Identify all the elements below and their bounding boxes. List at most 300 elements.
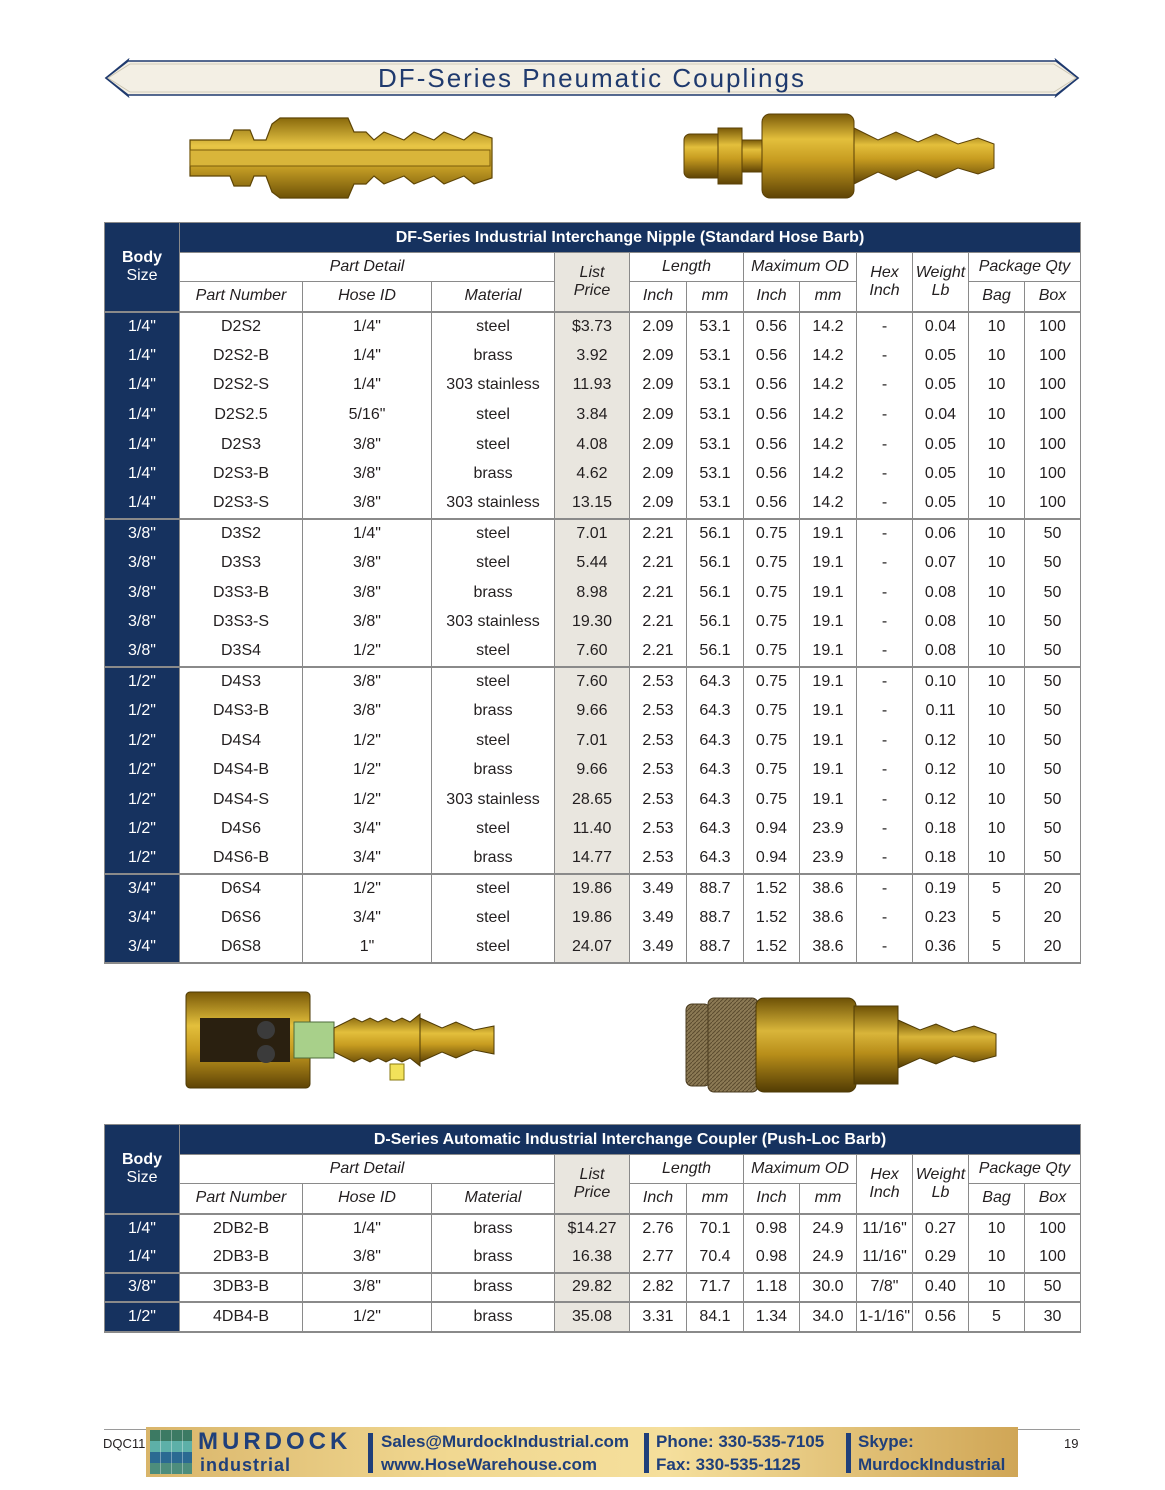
od-inch-cell: 0.75	[744, 637, 800, 667]
hose-id-cell: 3/4"	[303, 903, 432, 933]
weight-cell: 0.08	[913, 607, 969, 637]
length-inch-cell: 2.09	[630, 400, 687, 430]
body-size-cell: 1/2"	[105, 667, 180, 697]
length-header: Length	[630, 1155, 744, 1184]
part-detail-header: Part Detail	[180, 253, 555, 282]
od-inch-cell: 0.56	[744, 341, 800, 371]
body-size-cell: 1/4"	[105, 312, 180, 342]
weight-unit: Lb	[931, 1183, 950, 1201]
table-row	[105, 578, 1081, 608]
length-inch-cell: 2.53	[630, 844, 687, 874]
length-inch-cell: 2.09	[630, 430, 687, 460]
length-mm-cell: 84.1	[687, 1302, 744, 1332]
weight-cell: 0.07	[913, 548, 969, 578]
hex-header	[857, 1155, 913, 1214]
length-mm-cell: 64.3	[687, 696, 744, 726]
body-size-cell: 1/4"	[105, 459, 180, 489]
material-cell: steel	[432, 400, 555, 430]
od-inch-cell: 0.56	[744, 400, 800, 430]
list-price-cell: 7.60	[555, 667, 630, 697]
footer-divider	[644, 1433, 649, 1473]
od-inch-cell: 0.98	[744, 1214, 800, 1244]
box-qty-cell: 50	[1025, 726, 1081, 756]
hex-cell: -	[857, 667, 913, 697]
part-number-cell: D4S4	[180, 726, 303, 756]
part-number-cell: D4S6-B	[180, 844, 303, 874]
list-price-cell: 24.07	[555, 933, 630, 963]
size-label: Size	[126, 266, 158, 284]
part-number-cell: D3S3	[180, 548, 303, 578]
table-row	[105, 815, 1081, 845]
bag-qty-cell: 10	[969, 371, 1025, 401]
hex-cell: -	[857, 548, 913, 578]
hex-cell: -	[857, 489, 913, 519]
list-price-header	[555, 253, 630, 312]
box-qty-cell: 50	[1025, 578, 1081, 608]
od-mm-cell: 24.9	[800, 1214, 857, 1244]
bag-qty-cell: 10	[969, 844, 1025, 874]
bag-qty-cell: 10	[969, 459, 1025, 489]
size-label: Size	[126, 1168, 158, 1186]
od-mm-cell: 34.0	[800, 1302, 857, 1332]
material-cell: brass	[432, 1302, 555, 1332]
table-row	[105, 1302, 1081, 1332]
hose-id-cell: 1/4"	[303, 312, 432, 342]
part-number-header: Part Number	[180, 282, 303, 312]
length-mm-cell: 53.1	[687, 459, 744, 489]
box-qty-cell: 100	[1025, 1243, 1081, 1273]
length-mm-cell: 64.3	[687, 755, 744, 785]
box-qty-cell: 50	[1025, 755, 1081, 785]
material-cell: steel	[432, 726, 555, 756]
murdock-logo-mosaic-icon	[150, 1430, 192, 1474]
weight-cell: 0.04	[913, 400, 969, 430]
od-mm-cell: 19.1	[800, 785, 857, 815]
weight-cell: 0.36	[913, 933, 969, 963]
length-inch-cell: 2.53	[630, 755, 687, 785]
material-cell: steel	[432, 430, 555, 460]
od-mm-cell: 19.1	[800, 755, 857, 785]
part-number-cell: D2S3-B	[180, 459, 303, 489]
list-price-cell: 3.92	[555, 341, 630, 371]
body-label: Body	[122, 1150, 162, 1168]
body-size-cell: 3/8"	[105, 548, 180, 578]
od-mm-cell: 14.2	[800, 400, 857, 430]
hose-id-cell: 1/2"	[303, 1302, 432, 1332]
bag-qty-cell: 10	[969, 755, 1025, 785]
length-mm-cell: 64.3	[687, 785, 744, 815]
od-mm-cell: 23.9	[800, 844, 857, 874]
weight-cell: 0.40	[913, 1273, 969, 1303]
weight-cell: 0.27	[913, 1214, 969, 1244]
hex-cell: -	[857, 696, 913, 726]
box-qty-cell: 100	[1025, 371, 1081, 401]
length-inch-cell: 2.09	[630, 489, 687, 519]
hex-unit: Inch	[869, 281, 900, 299]
table-row	[105, 696, 1081, 726]
max-od-header: Maximum OD	[744, 253, 857, 282]
box-qty-cell: 20	[1025, 874, 1081, 904]
weight-cell: 0.29	[913, 1243, 969, 1273]
box-qty-cell: 50	[1025, 667, 1081, 697]
hex-cell: -	[857, 874, 913, 904]
od-inch-cell: 0.75	[744, 667, 800, 697]
length-inch-cell: 3.49	[630, 933, 687, 963]
od-mm-cell: 14.2	[800, 341, 857, 371]
table-row	[105, 903, 1081, 933]
hex-cell: 11/16"	[857, 1214, 913, 1244]
hose-id-cell: 1/4"	[303, 371, 432, 401]
box-qty-cell: 20	[1025, 903, 1081, 933]
bag-qty-cell: 10	[969, 607, 1025, 637]
body-size-cell: 1/4"	[105, 1214, 180, 1244]
od-mm-cell: 19.1	[800, 637, 857, 667]
list-price-cell: 11.40	[555, 815, 630, 845]
weight-cell: 0.08	[913, 637, 969, 667]
hex-cell: -	[857, 726, 913, 756]
body-size-cell: 1/2"	[105, 755, 180, 785]
table-row	[105, 371, 1081, 401]
list-price-cell: 3.84	[555, 400, 630, 430]
od-mm-cell: 30.0	[800, 1273, 857, 1303]
box-header: Box	[1025, 1184, 1081, 1214]
od-mm-cell: 14.2	[800, 489, 857, 519]
material-cell: steel	[432, 312, 555, 342]
length-inch-cell: 2.09	[630, 371, 687, 401]
box-qty-cell: 100	[1025, 312, 1081, 342]
od-inch-cell: 1.52	[744, 903, 800, 933]
od-inch-cell: 0.75	[744, 578, 800, 608]
bag-qty-cell: 10	[969, 489, 1025, 519]
list-price-cell: 29.82	[555, 1273, 630, 1303]
hex-cell: -	[857, 578, 913, 608]
bag-qty-cell: 10	[969, 1273, 1025, 1303]
bag-header: Bag	[969, 1184, 1025, 1214]
od-mm-cell: 19.1	[800, 578, 857, 608]
material-cell: brass	[432, 696, 555, 726]
od-mm-cell: 14.2	[800, 371, 857, 401]
length-inch-cell: 2.77	[630, 1243, 687, 1273]
box-qty-cell: 100	[1025, 400, 1081, 430]
od-mm-cell: 38.6	[800, 874, 857, 904]
hex-cell: -	[857, 459, 913, 489]
length-inch-cell: 2.21	[630, 607, 687, 637]
package-qty-header: Package Qty	[969, 1155, 1081, 1184]
body-size-cell: 1/4"	[105, 400, 180, 430]
length-mm-cell: 70.1	[687, 1214, 744, 1244]
weight-header	[913, 253, 969, 312]
material-cell: steel	[432, 903, 555, 933]
hose-id-cell: 1/2"	[303, 637, 432, 667]
weight-label: Weight	[915, 1165, 966, 1183]
material-cell: 303 stainless	[432, 785, 555, 815]
box-qty-cell: 50	[1025, 548, 1081, 578]
table-title: DF-Series Industrial Interchange Nipple (Standard Hose Barb)	[180, 223, 1081, 253]
length-inch-cell: 2.09	[630, 312, 687, 342]
weight-cell: 0.08	[913, 578, 969, 608]
material-cell: 303 stainless	[432, 607, 555, 637]
length-inch-header: Inch	[630, 1184, 687, 1214]
part-number-header: Part Number	[180, 1184, 303, 1214]
list-price-cell: 4.08	[555, 430, 630, 460]
price-label: Price	[573, 281, 611, 299]
part-number-cell: 2DB3-B	[180, 1243, 303, 1273]
od-inch-cell: 1.52	[744, 874, 800, 904]
table-row	[105, 312, 1081, 342]
length-mm-cell: 53.1	[687, 400, 744, 430]
length-mm-cell: 64.3	[687, 815, 744, 845]
part-number-cell: D6S6	[180, 903, 303, 933]
length-inch-cell: 3.49	[630, 903, 687, 933]
phone-number: Phone: 330-535-7105	[656, 1432, 825, 1451]
length-inch-cell: 2.09	[630, 341, 687, 371]
hose-id-cell: 3/8"	[303, 1273, 432, 1303]
weight-header	[913, 1155, 969, 1214]
length-inch-cell: 3.49	[630, 874, 687, 904]
part-number-cell: 3DB3-B	[180, 1273, 303, 1303]
part-number-cell: D4S3-B	[180, 696, 303, 726]
table-row	[105, 874, 1081, 904]
table-row	[105, 933, 1081, 963]
material-cell: brass	[432, 1273, 555, 1303]
list-price-cell: 19.86	[555, 903, 630, 933]
table-row	[105, 844, 1081, 874]
hose-id-header: Hose ID	[303, 282, 432, 312]
od-mm-header: mm	[800, 1184, 857, 1214]
hose-id-cell: 3/4"	[303, 815, 432, 845]
part-number-cell: D2S2-B	[180, 341, 303, 371]
box-qty-cell: 100	[1025, 430, 1081, 460]
part-number-cell: D6S8	[180, 933, 303, 963]
weight-cell: 0.04	[913, 312, 969, 342]
list-price-cell: 5.44	[555, 548, 630, 578]
coupler-spec-table	[104, 1124, 1081, 1333]
hose-id-cell: 5/16"	[303, 400, 432, 430]
length-inch-cell: 2.09	[630, 459, 687, 489]
list-price-cell: 35.08	[555, 1302, 630, 1332]
table-row	[105, 755, 1081, 785]
box-qty-cell: 30	[1025, 1302, 1081, 1332]
od-inch-cell: 0.56	[744, 371, 800, 401]
hex-cell: -	[857, 607, 913, 637]
length-mm-cell: 88.7	[687, 933, 744, 963]
part-number-cell: 4DB4-B	[180, 1302, 303, 1332]
od-inch-cell: 0.75	[744, 519, 800, 549]
length-mm-cell: 53.1	[687, 341, 744, 371]
length-inch-cell: 2.53	[630, 726, 687, 756]
body-size-cell: 3/8"	[105, 607, 180, 637]
body-size-cell: 1/4"	[105, 430, 180, 460]
part-number-cell: D2S2-S	[180, 371, 303, 401]
part-number-cell: D6S4	[180, 874, 303, 904]
length-mm-cell: 64.3	[687, 726, 744, 756]
bag-qty-cell: 5	[969, 903, 1025, 933]
nipple-barb-photo-image	[682, 110, 998, 202]
hex-cell: 11/16"	[857, 1243, 913, 1273]
bag-qty-cell: 10	[969, 312, 1025, 342]
weight-cell: 0.05	[913, 371, 969, 401]
od-inch-cell: 0.75	[744, 755, 800, 785]
list-price-cell: 16.38	[555, 1243, 630, 1273]
od-inch-cell: 0.94	[744, 815, 800, 845]
list-label: List	[579, 1165, 605, 1183]
weight-cell: 0.23	[913, 903, 969, 933]
material-cell: brass	[432, 1243, 555, 1273]
bag-qty-cell: 10	[969, 726, 1025, 756]
material-cell: brass	[432, 1214, 555, 1244]
skype-label: Skype:	[858, 1432, 914, 1451]
hex-cell: 7/8"	[857, 1273, 913, 1303]
weight-cell: 0.12	[913, 755, 969, 785]
table-row	[105, 607, 1081, 637]
hex-cell: -	[857, 312, 913, 342]
bag-qty-cell: 10	[969, 341, 1025, 371]
hex-cell: -	[857, 341, 913, 371]
hose-id-cell: 3/4"	[303, 844, 432, 874]
body-size-cell: 3/8"	[105, 637, 180, 667]
list-price-cell: 7.01	[555, 519, 630, 549]
hex-cell: -	[857, 785, 913, 815]
length-mm-cell: 56.1	[687, 548, 744, 578]
hose-id-cell: 3/8"	[303, 578, 432, 608]
table-row	[105, 548, 1081, 578]
hex-cell: -	[857, 903, 913, 933]
hose-id-cell: 3/8"	[303, 459, 432, 489]
length-mm-cell: 71.7	[687, 1273, 744, 1303]
hose-id-cell: 1/2"	[303, 785, 432, 815]
length-inch-cell: 3.31	[630, 1302, 687, 1332]
table-row	[105, 667, 1081, 697]
od-inch-cell: 0.56	[744, 312, 800, 342]
list-price-cell: 7.60	[555, 637, 630, 667]
list-price-cell: $3.73	[555, 312, 630, 342]
list-price-cell: $14.27	[555, 1214, 630, 1244]
box-qty-cell: 100	[1025, 341, 1081, 371]
od-inch-cell: 0.56	[744, 430, 800, 460]
length-mm-cell: 88.7	[687, 903, 744, 933]
bag-qty-cell: 10	[969, 815, 1025, 845]
list-price-cell: 7.01	[555, 726, 630, 756]
bag-header: Bag	[969, 282, 1025, 312]
weight-cell: 0.06	[913, 519, 969, 549]
length-inch-cell: 2.53	[630, 696, 687, 726]
od-inch-cell: 0.75	[744, 726, 800, 756]
coupler-cutaway-image	[184, 988, 498, 1092]
catalog-code: DQC11	[103, 1436, 146, 1451]
box-qty-cell: 50	[1025, 815, 1081, 845]
box-qty-cell: 20	[1025, 933, 1081, 963]
table-row	[105, 1243, 1081, 1273]
length-inch-cell: 2.53	[630, 815, 687, 845]
hose-id-cell: 1/4"	[303, 1214, 432, 1244]
body-size-cell: 3/4"	[105, 933, 180, 963]
hose-id-cell: 3/8"	[303, 667, 432, 697]
material-header: Material	[432, 1184, 555, 1214]
bag-qty-cell: 5	[969, 933, 1025, 963]
body-size-cell: 3/8"	[105, 578, 180, 608]
body-size-cell: 1/4"	[105, 371, 180, 401]
list-price-cell: 8.98	[555, 578, 630, 608]
body-size-cell: 3/4"	[105, 903, 180, 933]
od-inch-cell: 1.52	[744, 933, 800, 963]
body-size-cell: 3/8"	[105, 519, 180, 549]
bag-qty-cell: 10	[969, 637, 1025, 667]
length-mm-cell: 53.1	[687, 371, 744, 401]
bag-qty-cell: 10	[969, 400, 1025, 430]
table-row	[105, 489, 1081, 519]
od-inch-cell: 0.75	[744, 548, 800, 578]
length-mm-cell: 64.3	[687, 844, 744, 874]
bag-qty-cell: 10	[969, 519, 1025, 549]
od-mm-cell: 19.1	[800, 667, 857, 697]
length-mm-cell: 53.1	[687, 430, 744, 460]
body-size-header	[105, 223, 180, 312]
bag-qty-cell: 10	[969, 548, 1025, 578]
hose-id-cell: 1"	[303, 933, 432, 963]
weight-label: Weight	[915, 263, 966, 281]
body-size-cell: 1/2"	[105, 844, 180, 874]
coupler-photo-image	[684, 990, 998, 1100]
page-title: DF-Series Pneumatic Couplings	[378, 63, 806, 93]
length-mm-cell: 53.1	[687, 489, 744, 519]
list-price-cell: 14.77	[555, 844, 630, 874]
weight-cell: 0.05	[913, 489, 969, 519]
hose-id-cell: 3/8"	[303, 430, 432, 460]
od-inch-cell: 0.75	[744, 607, 800, 637]
part-number-cell: D4S6	[180, 815, 303, 845]
table-row	[105, 1214, 1081, 1244]
weight-cell: 0.05	[913, 341, 969, 371]
bag-qty-cell: 10	[969, 667, 1025, 697]
hex-cell: -	[857, 371, 913, 401]
table-row	[105, 726, 1081, 756]
length-mm-cell: 64.3	[687, 667, 744, 697]
table-row	[105, 1273, 1081, 1303]
hose-id-cell: 3/8"	[303, 1243, 432, 1273]
od-inch-cell: 0.75	[744, 696, 800, 726]
hex-cell: -	[857, 637, 913, 667]
length-inch-cell: 2.76	[630, 1214, 687, 1244]
bag-qty-cell: 5	[969, 1302, 1025, 1332]
list-price-cell: 9.66	[555, 755, 630, 785]
length-inch-cell: 2.21	[630, 578, 687, 608]
length-header: Length	[630, 253, 744, 282]
hose-id-cell: 3/8"	[303, 607, 432, 637]
box-header: Box	[1025, 282, 1081, 312]
website-link[interactable]: www.HoseWarehouse.com	[381, 1455, 598, 1474]
hex-cell: -	[857, 755, 913, 785]
footer-divider	[368, 1433, 373, 1473]
material-cell: brass	[432, 459, 555, 489]
part-number-cell: D4S4-S	[180, 785, 303, 815]
table-row	[105, 430, 1081, 460]
max-od-header: Maximum OD	[744, 1155, 857, 1184]
length-mm-header: mm	[687, 282, 744, 312]
weight-unit: Lb	[931, 281, 950, 299]
length-inch-cell: 2.21	[630, 637, 687, 667]
list-price-cell: 11.93	[555, 371, 630, 401]
table-title: D-Series Automatic Industrial Interchange Coupler (Push-Loc Barb)	[180, 1125, 1081, 1155]
od-inch-cell: 0.56	[744, 489, 800, 519]
body-size-cell: 1/2"	[105, 1302, 180, 1332]
box-qty-cell: 50	[1025, 1273, 1081, 1303]
table-row	[105, 341, 1081, 371]
table-row	[105, 785, 1081, 815]
length-mm-header: mm	[687, 1184, 744, 1214]
box-qty-cell: 50	[1025, 519, 1081, 549]
od-mm-cell: 19.1	[800, 519, 857, 549]
sales-email[interactable]: Sales@MurdockIndustrial.com	[381, 1432, 630, 1451]
